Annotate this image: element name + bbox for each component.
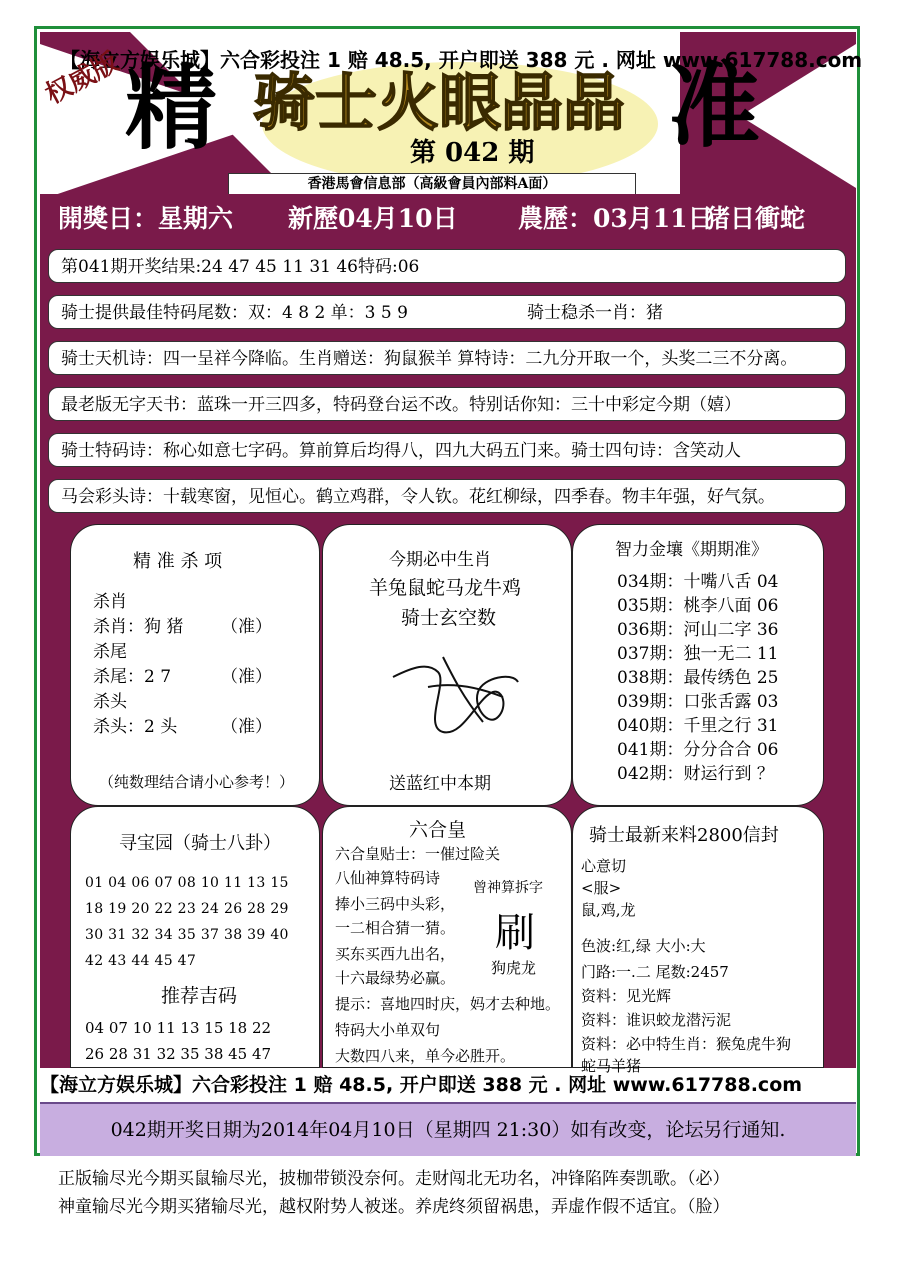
treasure-numbers: 42 43 44 45 47 [85, 953, 197, 969]
treasure-numbers: 18 19 20 22 23 24 26 28 29 [85, 901, 289, 917]
bottom-verse: 正版输尽光今期买鼠输尽光，披枷带锁没奈何。走财闯北无功名，冲锋陷阵奏凯歌。（必） [58, 1169, 730, 1189]
mystery-number-label: 骑士玄空数 [401, 607, 497, 629]
letters-line: 色波:红,绿 大小:大 [581, 937, 706, 955]
top-ad-banner: 【海立方娱乐城】六合彩投注 1 赔 48.5, 开户即送 388 元 . 网址 www.617788.com [60, 48, 863, 72]
liuhe-line: 八仙神算特码诗 [335, 869, 441, 887]
letters-line: 心意切 [581, 857, 627, 875]
zodiac-footer: 送蓝红中本期 [389, 774, 491, 794]
lunar-date: 農歷：03月11日 [518, 204, 713, 233]
zodiac-heading: 今期必中生肖 [389, 550, 491, 570]
treasure-numbers: 30 31 32 34 35 37 38 39 40 [85, 927, 289, 943]
kill-panel [70, 524, 320, 806]
recommend-numbers: 26 28 31 32 35 38 45 47 [85, 1045, 272, 1063]
letters-line: 资料：谁识蛟龙潜污泥 [581, 1011, 732, 1029]
letters-line: <服> [581, 879, 622, 897]
liuhe-line: 十六最绿势必赢。 [335, 969, 456, 987]
kill-footer: （纯数理结合请小心参考！） [99, 773, 295, 791]
big-character-left: 精 [125, 54, 218, 162]
draw-day: 開獎日：星期六 [58, 204, 234, 233]
kill-mark: （准） [221, 717, 272, 737]
kill-line: 杀肖 [93, 592, 127, 612]
page-title: 骑士火眼晶晶 [253, 66, 626, 139]
liuhe-panel [322, 806, 572, 1068]
history-item: 035期：桃李八面 06 [617, 596, 779, 616]
day-zodiac: 猪日衝蛇 [705, 204, 806, 233]
liuhe-line: 六合皇贴士：一催过险关 [335, 845, 501, 863]
list-item: 马会彩头诗：十载寒窗，见恒心。鹤立鸡群，令人钦。花红柳绿，四季春。物丰年强，好气氛。 [48, 479, 846, 513]
list-item [48, 295, 846, 329]
draw-date-bar [40, 194, 856, 244]
letters-line: 资料：见光辉 [581, 987, 672, 1005]
split-character-zodiac: 狗虎龙 [491, 959, 537, 977]
zodiac-list: 羊兔鼠蛇马龙牛鸡 [369, 577, 522, 599]
info-rows [40, 244, 856, 522]
letters-line: 鼠,鸡,龙 [581, 901, 636, 919]
bottom-verse: 神童输尽光今期买猪输尽光，越权附势人被迷。养虎终须留祸患，弄虚作假不适宜。（脸） [58, 1197, 730, 1217]
panels-area [40, 522, 856, 1075]
split-character-title: 曾神算拆字 [473, 880, 543, 896]
list-item: 第041期开奖结果:24 47 45 11 31 46特码:06 [48, 249, 846, 283]
signature-scribble [383, 637, 523, 747]
kill-title: 精 准 杀 项 [133, 551, 223, 572]
recommend-title: 推荐吉码 [161, 985, 238, 1007]
history-item: 041期：分分合合 06 [617, 740, 779, 760]
letters-panel [572, 806, 824, 1075]
treasure-panel [70, 806, 320, 1068]
letters-line: 资料：必中特生肖：猴兔虎牛狗 [581, 1035, 792, 1053]
treasure-title: 寻宝园（骑士八卦） [119, 833, 281, 854]
kill-line: 杀头：2 头 [93, 717, 178, 737]
history-item: 034期：十嘴八舌 04 [617, 572, 779, 592]
list-item: 最老版无字天书：蓝珠一开三四多，特码登台运不改。特别话你知：三十中彩定今期（嬉） [48, 387, 846, 421]
kill-line: 杀肖：狗 猪 [93, 617, 184, 637]
liuhe-line: 提示：喜地四时庆，妈才去种地。 [335, 995, 561, 1013]
kill-mark: （准） [221, 617, 272, 637]
liuhe-title: 六合皇 [409, 819, 467, 841]
history-item: 039期：口张舌露 03 [617, 692, 779, 712]
history-item: 036期：河山二字 36 [617, 620, 779, 640]
liuhe-line: 大数四八来，单今必胜开。 [335, 1047, 516, 1065]
liuhe-line: 捧小三码中头彩， [335, 895, 456, 913]
letters-line: 蛇马羊猪 [581, 1057, 642, 1075]
list-item: 骑士天机诗：四一呈祥今降临。生肖赠送：狗鼠猴羊 算特诗：二九分开取一个，头奖二三不分离。 [48, 341, 846, 375]
kill-line: 杀尾 [93, 642, 127, 662]
split-character: 刷 [495, 910, 535, 956]
history-item: 042期：财运行到 ？ [617, 764, 774, 784]
subtitle-bar: 香港馬會信息部（高級會員內部料A面） [228, 173, 636, 195]
history-item: 040期：千里之行 31 [617, 716, 779, 736]
kill-mark: （准） [221, 667, 272, 687]
history-title: 智力金壤《期期准》 [615, 540, 768, 560]
solar-date: 新歷04月10日 [288, 204, 458, 233]
big-character-right: 准 [668, 52, 761, 160]
kill-line: 杀尾：2 7 [93, 667, 172, 687]
issue-number: 第 042 期 [410, 138, 535, 168]
authority-stamp: 权威版 [40, 47, 124, 111]
liuhe-line: 买东买西九出名， [335, 945, 456, 963]
best-tail-text: 骑士提供最佳特码尾数：双：4 8 2 单：3 5 9 [61, 303, 408, 323]
draw-notice: 042期开奖日期为2014年04月10日（星期四 21:30）如有改变，论坛另行通知. [40, 1102, 856, 1156]
history-item: 038期：最传绣色 25 [617, 668, 779, 688]
history-item: 037期：独一无二 11 [617, 644, 779, 664]
treasure-numbers: 01 04 06 07 08 10 11 13 15 [85, 875, 289, 891]
zodiac-panel [322, 524, 572, 806]
list-item: 骑士特码诗：称心如意七字码。算前算后均得八，四九大码五门来。骑士四句诗：含笑动人 [48, 433, 846, 467]
history-panel [572, 524, 824, 806]
recommend-numbers: 04 07 10 11 13 15 18 22 [85, 1019, 272, 1037]
liuhe-line: 一二相合猜一猜。 [335, 919, 456, 937]
liuhe-line: 特码大小单双句 [335, 1021, 441, 1039]
kill-line: 杀头 [93, 692, 127, 712]
footer-ad-banner: 【海立方娱乐城】六合彩投注 1 赔 48.5, 开户即送 388 元 . 网址 www.617788.com [40, 1074, 803, 1096]
letters-line: 门路:一.二 尾数:2457 [581, 963, 729, 981]
kill-zodiac-text: 骑士稳杀一肖：猪 [527, 303, 663, 323]
letters-title: 骑士最新来料2800信封 [589, 825, 779, 846]
